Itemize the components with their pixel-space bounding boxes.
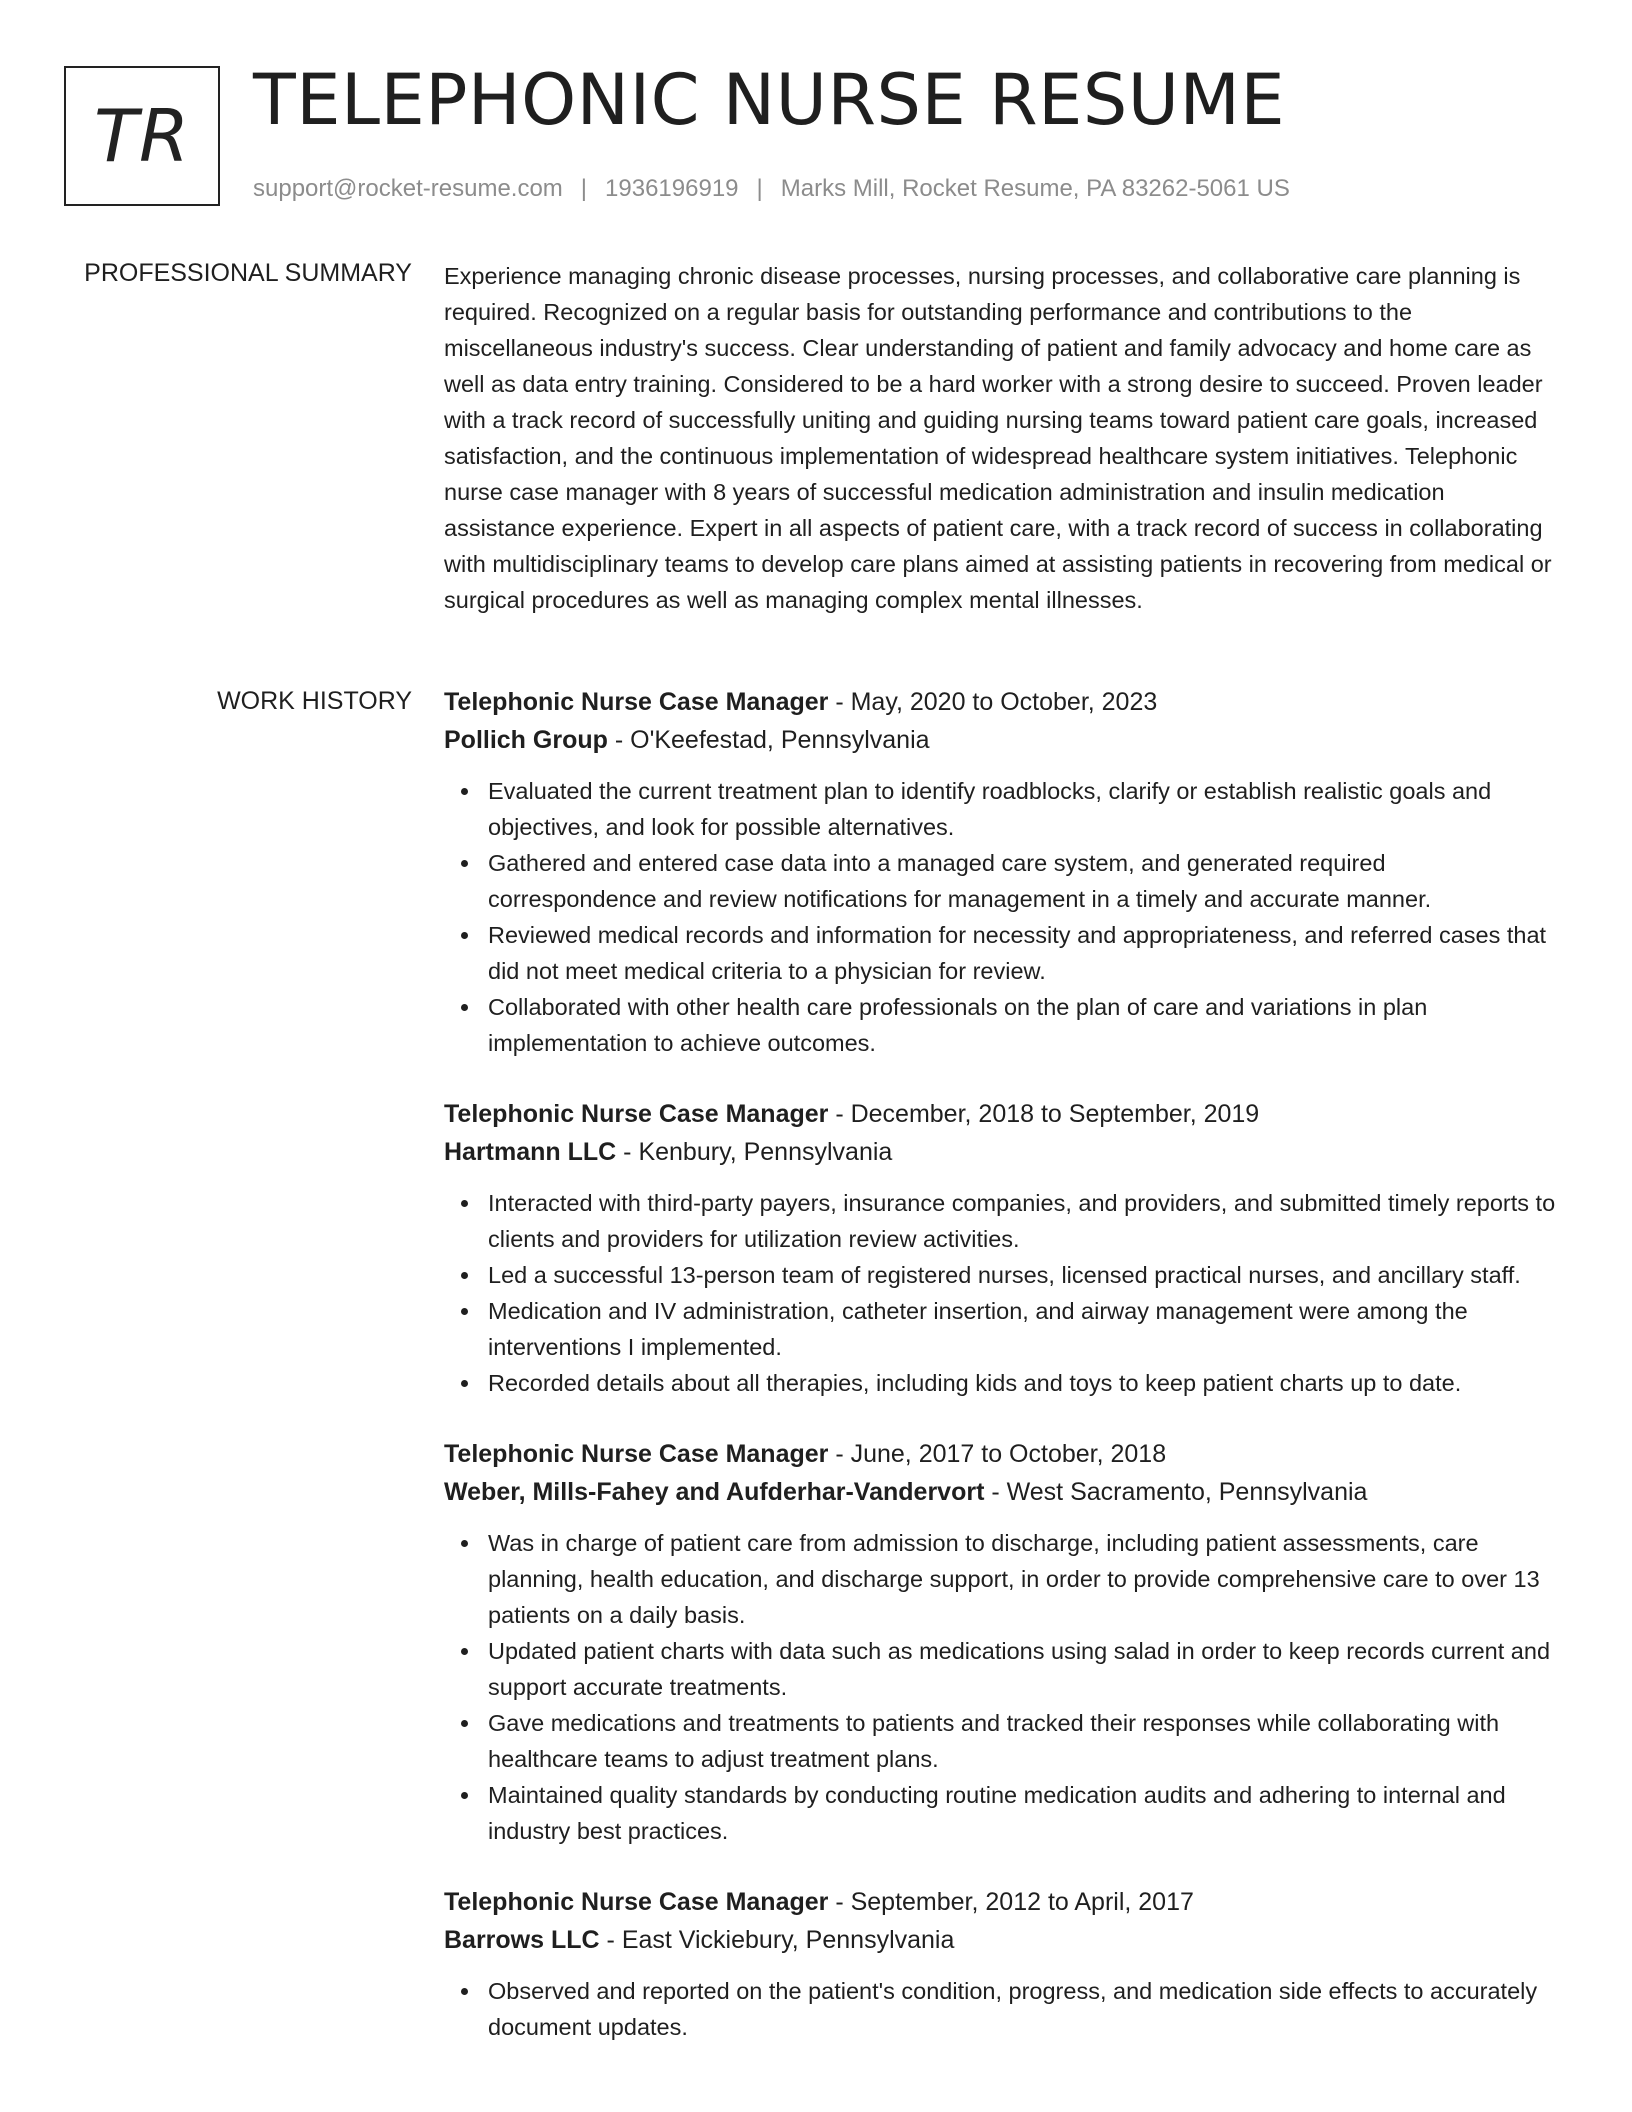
job-dates: May, 2020 to October, 2023 xyxy=(850,688,1158,716)
job-bullet: Maintained quality standards by conducting routine medication audits and adhering to internal and industry best practices. xyxy=(488,1777,1556,1849)
job-location: East Vickiebury, Pennsylvania xyxy=(621,1926,955,1954)
summary-body xyxy=(444,258,1556,618)
job-bullets xyxy=(444,1185,1556,1401)
job-bullet: Updated patient charts with data such as medications using salad in order to keep records current and support accurate treatments. xyxy=(488,1633,1556,1705)
job-bullet: Reviewed medical records and information for necessity and appropriateness, and referred cases that did not meet medical criteria to a physician for review. xyxy=(488,917,1556,989)
job-title-line: Telephonic Nurse Case Manager - June, 2017 to October, 2018 xyxy=(444,1440,1167,1468)
job-dates: December, 2018 to September, 2019 xyxy=(850,1100,1260,1128)
job-company-line: Barrows LLC - East Vickiebury, Pennsylvania xyxy=(444,1926,955,1954)
job-company: Weber, Mills-Fahey and Aufderhar-Vandervort xyxy=(444,1478,985,1506)
job-title: Telephonic Nurse Case Manager xyxy=(444,1440,829,1468)
job-bullet: Interacted with third-party payers, insurance companies, and providers, and submitted timely reports to clients and providers for utilization review activities. xyxy=(488,1185,1556,1257)
job-title-line: Telephonic Nurse Case Manager - September, 2012 to April, 2017 xyxy=(444,1888,1194,1916)
job-title: Telephonic Nurse Case Manager xyxy=(444,1888,829,1916)
monogram-box xyxy=(64,66,220,206)
contact-separator: | xyxy=(580,175,588,202)
job-bullets xyxy=(444,1973,1556,2045)
job-title-line: Telephonic Nurse Case Manager - December, 2018 to September, 2019 xyxy=(444,1100,1260,1128)
job-bullets xyxy=(444,773,1556,1061)
work-history-label: WORK HISTORY xyxy=(217,687,412,715)
job-entry xyxy=(444,683,1556,1061)
job-company: Hartmann LLC xyxy=(444,1138,617,1166)
job-entry xyxy=(444,1883,1556,2045)
job-bullet: Was in charge of patient care from admission to discharge, including patient assessments, care planning, health education, and discharge support, in order to provide comprehensive care to over 13 patients on a daily basis. xyxy=(488,1525,1556,1633)
monogram-initials: TR xyxy=(93,94,190,178)
job-bullet: Led a successful 13-person team of registered nurses, licensed practical nurses, and ancillary staff. xyxy=(488,1257,1556,1293)
summary-text: Experience managing chronic disease processes, nursing processes, and collaborative care planning is required. Recognized on a regular basis for outstanding performance and contributions to the miscellaneous industry's success. Clear understanding of patient and family advocacy and home care as well as data entry training. Considered to be a hard worker with a strong desire to succeed. Proven leader with a track record of successfully uniting and guiding nursing teams toward patient care goals, increased satisfaction, and the continuous implementation of widespread healthcare system initiatives. Telephonic nurse case manager with 8 years of successful medication administration and insulin medication assistance experience. Expert in all aspects of patient care, with a track record of success in collaborating with multidisciplinary teams to develop care plans aimed at assisting patients in recovering from medical or surgical procedures as well as managing complex mental illnesses. xyxy=(444,263,1552,613)
job-title: Telephonic Nurse Case Manager xyxy=(444,1100,829,1128)
contact-email: support@rocket-resume.com xyxy=(253,175,563,202)
job-bullet: Observed and reported on the patient's condition, progress, and medication side effects to accurately document updates. xyxy=(488,1973,1556,2045)
job-entry xyxy=(444,1095,1556,1401)
job-company: Barrows LLC xyxy=(444,1926,600,1954)
job-company-line: Hartmann LLC - Kenbury, Pennsylvania xyxy=(444,1138,893,1166)
job-company-line: Weber, Mills-Fahey and Aufderhar-Vandervort - West Sacramento, Pennsylvania xyxy=(444,1478,1368,1506)
contact-line xyxy=(253,174,1290,204)
job-company-line: Pollich Group - O'Keefestad, Pennsylvania xyxy=(444,726,930,754)
job-company: Pollich Group xyxy=(444,726,608,754)
job-dates: June, 2017 to October, 2018 xyxy=(850,1440,1167,1468)
resume-title: TELEPHONIC NURSE RESUME xyxy=(253,59,1286,141)
job-title: Telephonic Nurse Case Manager xyxy=(444,688,829,716)
job-location: Kenbury, Pennsylvania xyxy=(638,1138,893,1166)
job-entry xyxy=(444,1435,1556,1849)
contact-separator: | xyxy=(756,175,763,202)
job-dates: September, 2012 to April, 2017 xyxy=(850,1888,1194,1916)
job-location: West Sacramento, Pennsylvania xyxy=(1006,1478,1368,1506)
job-bullet: Medication and IV administration, catheter insertion, and airway management were among the interventions I implemented. xyxy=(488,1293,1556,1365)
contact-address: Marks Mill, Rocket Resume, PA 83262-5061 US xyxy=(780,175,1290,202)
job-title-line: Telephonic Nurse Case Manager - May, 2020 to October, 2023 xyxy=(444,688,1158,716)
job-bullet: Gave medications and treatments to patients and tracked their responses while collaborating with healthcare teams to adjust treatment plans. xyxy=(488,1705,1556,1777)
work-history-body xyxy=(444,683,1556,2079)
job-bullets xyxy=(444,1525,1556,1849)
job-location: O'Keefestad, Pennsylvania xyxy=(630,726,930,754)
job-bullet: Evaluated the current treatment plan to identify roadblocks, clarify or establish realistic goals and objectives, and look for possible alternatives. xyxy=(488,773,1556,845)
job-bullet: Recorded details about all therapies, including kids and toys to keep patient charts up to date. xyxy=(488,1365,1556,1401)
job-bullet: Collaborated with other health care professionals on the plan of care and variations in plan implementation to achieve outcomes. xyxy=(488,989,1556,1061)
summary-label: PROFESSIONAL SUMMARY xyxy=(84,259,412,287)
contact-phone: 1936196919 xyxy=(605,175,739,202)
job-bullet: Gathered and entered case data into a managed care system, and generated required correspondence and review notifications for management in a timely and accurate manner. xyxy=(488,845,1556,917)
